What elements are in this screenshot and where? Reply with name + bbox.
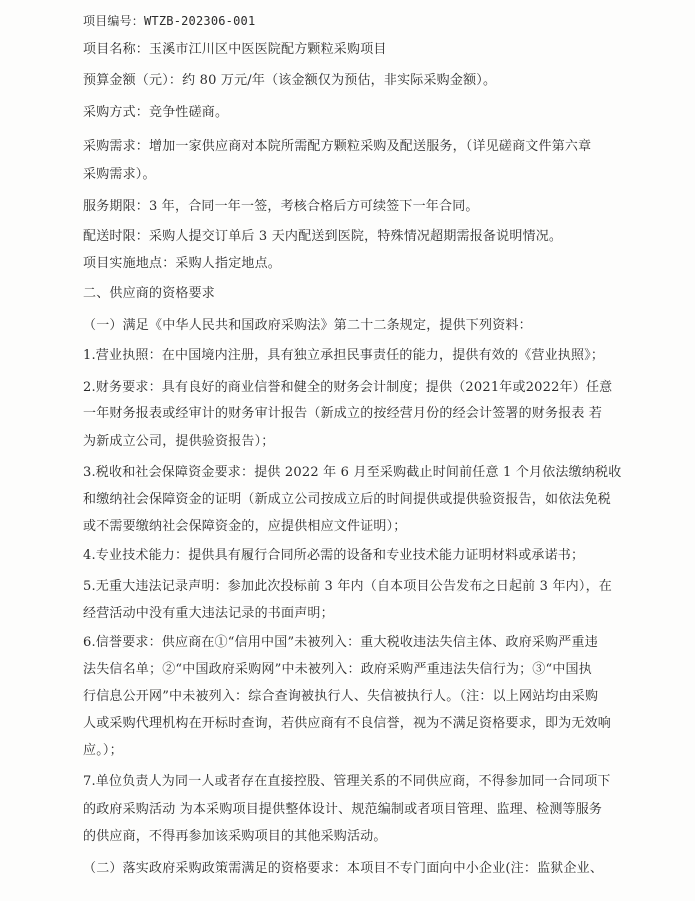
project-name: 项目名称：玉溪市江川区中医医院配方颗粒采购项目	[83, 42, 387, 57]
item-6-credit: 6.信誉要求：供应商在①“信用中国”未被列入：重大税收违法失信主体、政府采购严重违	[83, 635, 598, 650]
item-6-credit-cont1: 法失信名单；②“中国政府采购网”中未被列入：政府采购严重违法失信行为；③“中国执	[83, 662, 592, 677]
project-number: 项目编号：WTZB-202306-001	[83, 14, 256, 28]
budget-amount: 预算金额（元）：约 80 万元/年（该金额仅为预估，非实际采购金额）。	[83, 73, 497, 88]
section-heading-qualifications: 二、供应商的资格要求	[83, 286, 216, 301]
item-2-financial-cont1: 一年财务报表或经审计的财务审计报告（新成立的按经营月份的经会计签署的财务报表 若	[83, 406, 603, 421]
item-1-business-license: 1.营业执照：在中国境内注册，具有独立承担民事责任的能力，提供有效的《营业执照》；	[83, 348, 605, 363]
procurement-method: 采购方式：竞争性磋商。	[83, 105, 229, 120]
procurement-requirement: 采购需求：增加一家供应商对本院所需配方颗粒采购及配送服务，（详见磋商文件第六章	[83, 139, 592, 154]
item-4-technical: 4.专业技术能力：提供具有履行合同所必需的设备和专业技术能力证明材料或承诺书；	[83, 548, 585, 563]
delivery-time: 配送时限：采购人提交订单后 3 天内配送到医院，特殊情况超期需报备说明情况。	[83, 229, 563, 244]
subsection-2: （二）落实政府采购政策需满足的资格要求：本项目不专门面向中小企业(注：监狱企业、	[83, 861, 604, 876]
item-5-no-violation-cont: 经营活动中没有重大违法记录的书面声明；	[83, 606, 334, 621]
item-6-credit-cont2: 行信息公开网”中未被列入：综合查询被执行人、失信被执行人。（注：以上网站均由采购	[83, 689, 599, 704]
item-5-no-violation: 5.无重大违法记录声明：参加此次投标前 3 年内（自本项目公告发布之日起前 3 年内），在	[83, 579, 612, 594]
item-7-responsible: 7.单位负责人为同一人或者存在直接控股、管理关系的不同供应商，不得参加同一合同项下	[83, 774, 611, 789]
item-7-responsible-cont1: 的政府采购活动 为本采购项目提供整体设计、规范编制或者项目管理、监理、检测等服务	[83, 802, 603, 817]
item-6-credit-cont3: 人或采购代理机构在开标时查询，若供应商有不良信誉，视为不满足资格要求，即为无效响	[83, 716, 612, 731]
item-3-tax-cont1: 和缴纳社会保障资金的证明（新成立公司按成立后的时间提供或提供验资报告，如依法免税	[83, 492, 612, 507]
item-2-financial: 2.财务要求：具有良好的商业信誉和健全的财务会计制度；提供（2021年或2022年）任意	[83, 380, 613, 395]
subsection-1: （一）满足《中华人民共和国政府采购法》第二十二条规定，提供下列资料：	[83, 318, 532, 333]
procurement-requirement-cont: 采购需求）。	[83, 167, 156, 182]
item-2-financial-cont2: 为新成立公司，提供验资报告）；	[83, 434, 275, 449]
implementation-site: 项目实施地点：采购人指定地点。	[83, 256, 282, 271]
item-6-credit-cont4: 应。）；	[83, 743, 123, 758]
item-3-tax: 3.税收和社会保障资金要求：提供 2022 年 6 月至采购截止时间前任意 1 个月依法缴纳税收	[83, 465, 622, 480]
item-7-responsible-cont2: 的供应商，不得再参加该采购项目的其他采购活动。	[83, 829, 387, 844]
service-period: 服务期限：3 年，合同一年一签，考核合格后方可续签下一年合同。	[83, 199, 479, 214]
item-3-tax-cont2: 或不需要缴纳社会保障资金的，应提供相应文件证明）；	[83, 519, 407, 534]
